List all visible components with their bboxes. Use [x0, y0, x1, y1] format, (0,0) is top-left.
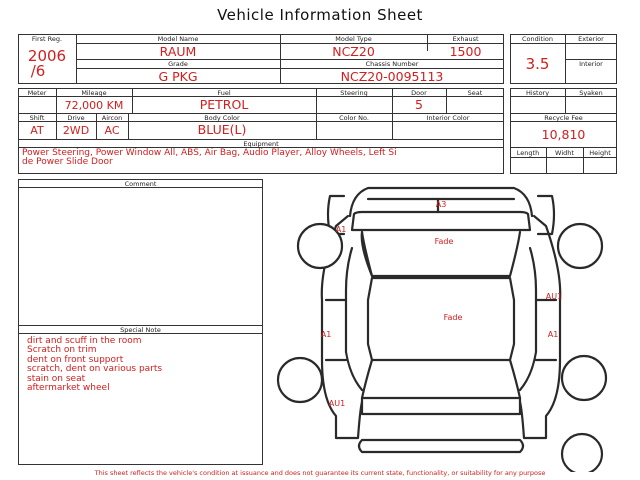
drive-value: 2WD — [62, 124, 90, 137]
interior-label: Interior — [579, 60, 603, 68]
model-name-value: RAUM — [159, 44, 197, 59]
wheel-front-right — [558, 224, 602, 268]
equipment-label: Equipment — [243, 140, 279, 148]
color-no-label: Color No. — [339, 114, 369, 122]
comment-box — [18, 179, 263, 465]
list-item: Scratch on trim — [27, 345, 97, 356]
interior-color-label: Interior Color — [426, 114, 470, 122]
list-item: dent on front support — [27, 354, 124, 365]
shift-label: Shift — [29, 114, 45, 122]
condition-score: 3.5 — [525, 55, 550, 73]
special-note-list — [27, 337, 162, 393]
comment-label: Comment — [124, 180, 157, 188]
list-item: aftermarket wheel — [27, 383, 110, 394]
right-body-side — [520, 216, 563, 438]
rear-tailgate — [362, 398, 520, 414]
rear-window — [362, 360, 520, 398]
history-label: History — [525, 89, 550, 97]
special-note-label: Special Note — [120, 326, 161, 334]
length-label: Length — [516, 149, 540, 157]
body-color-label: Body Color — [204, 114, 240, 122]
first-reg-year: 2006 — [27, 47, 67, 65]
list-item: dirt and scuff in the room — [27, 336, 142, 346]
body-color-value: BLUE(L) — [197, 122, 247, 137]
recycle-fee-value: 10,810 — [541, 127, 586, 142]
spare-wheel — [562, 434, 602, 472]
wheel-rear-right — [562, 356, 606, 400]
grade-value: G PKG — [158, 69, 198, 84]
damage-au1-right: AU1 — [545, 292, 563, 301]
condition-label: Condition — [521, 35, 554, 43]
height-label: Height — [589, 149, 611, 157]
recycle-fee-label: Recycle Fee — [544, 114, 583, 122]
list-item: scratch, dent on various parts — [27, 364, 163, 375]
car-damage-diagram — [272, 182, 612, 472]
mileage-value: 72,000 KM — [64, 99, 124, 112]
first-reg-month: /6 — [30, 62, 46, 80]
fuel-value: PETROL — [199, 97, 249, 112]
equipment-line-1: Power Steering, Power Window All, ABS, Air Bag, Audio Player, Alloy Wheels, Left Si — [22, 148, 397, 158]
aircon-value: AC — [104, 124, 120, 137]
meter-label: Meter — [27, 89, 47, 97]
steering-label: Steering — [340, 89, 368, 97]
left-window-line — [346, 248, 362, 390]
syaken-label: Syaken — [579, 89, 603, 97]
wheel-rear-left — [278, 358, 322, 402]
exhaust-value: 1500 — [449, 44, 482, 59]
door-label: Door — [411, 89, 427, 97]
damage-a3: A3 — [435, 200, 447, 209]
aircon-label: Aircon — [101, 114, 123, 122]
hood-panel — [352, 212, 530, 230]
page-title: Vehicle Information Sheet — [217, 6, 423, 24]
roof-panel — [368, 278, 514, 360]
chassis-value: NCZ20-0095113 — [340, 69, 444, 84]
fuel-label: Fuel — [217, 89, 231, 97]
damage-a1-left: A1 — [320, 330, 332, 339]
drive-label: Drive — [67, 114, 85, 122]
chassis-label: Chassis Number — [365, 60, 419, 68]
shift-value: AT — [30, 124, 44, 137]
damage-a1-front: A1 — [335, 225, 347, 234]
damage-au1-left: AU1 — [328, 399, 346, 408]
model-type-label: Model Type — [335, 35, 372, 43]
damage-fade-roof: Fade — [443, 313, 463, 322]
door-value: 5 — [415, 97, 423, 112]
equipment-line-2: de Power Slide Door — [22, 157, 113, 167]
damage-a1-right: A1 — [547, 330, 559, 339]
disclaimer-footer: This sheet reflects the vehicle's condition at issuance and does not guarantee its current state, functionality, or suitability for any purpose — [94, 469, 546, 477]
right-window-line — [520, 248, 536, 390]
list-item: stain on seat — [27, 373, 86, 384]
model-type-value: NCZ20 — [332, 44, 375, 59]
exhaust-label: Exhaust — [452, 35, 479, 43]
grade-label: Grade — [168, 60, 188, 68]
seat-label: Seat — [467, 89, 483, 97]
exterior-label: Exterior — [578, 35, 604, 43]
mileage-label: Mileage — [81, 89, 107, 97]
width-label: Widht — [555, 149, 574, 157]
damage-fade-hood: Fade — [434, 237, 454, 246]
model-name-label: Model Name — [157, 35, 199, 43]
rear-bumper — [359, 440, 523, 452]
first-reg-label: First Reg. — [31, 35, 63, 43]
